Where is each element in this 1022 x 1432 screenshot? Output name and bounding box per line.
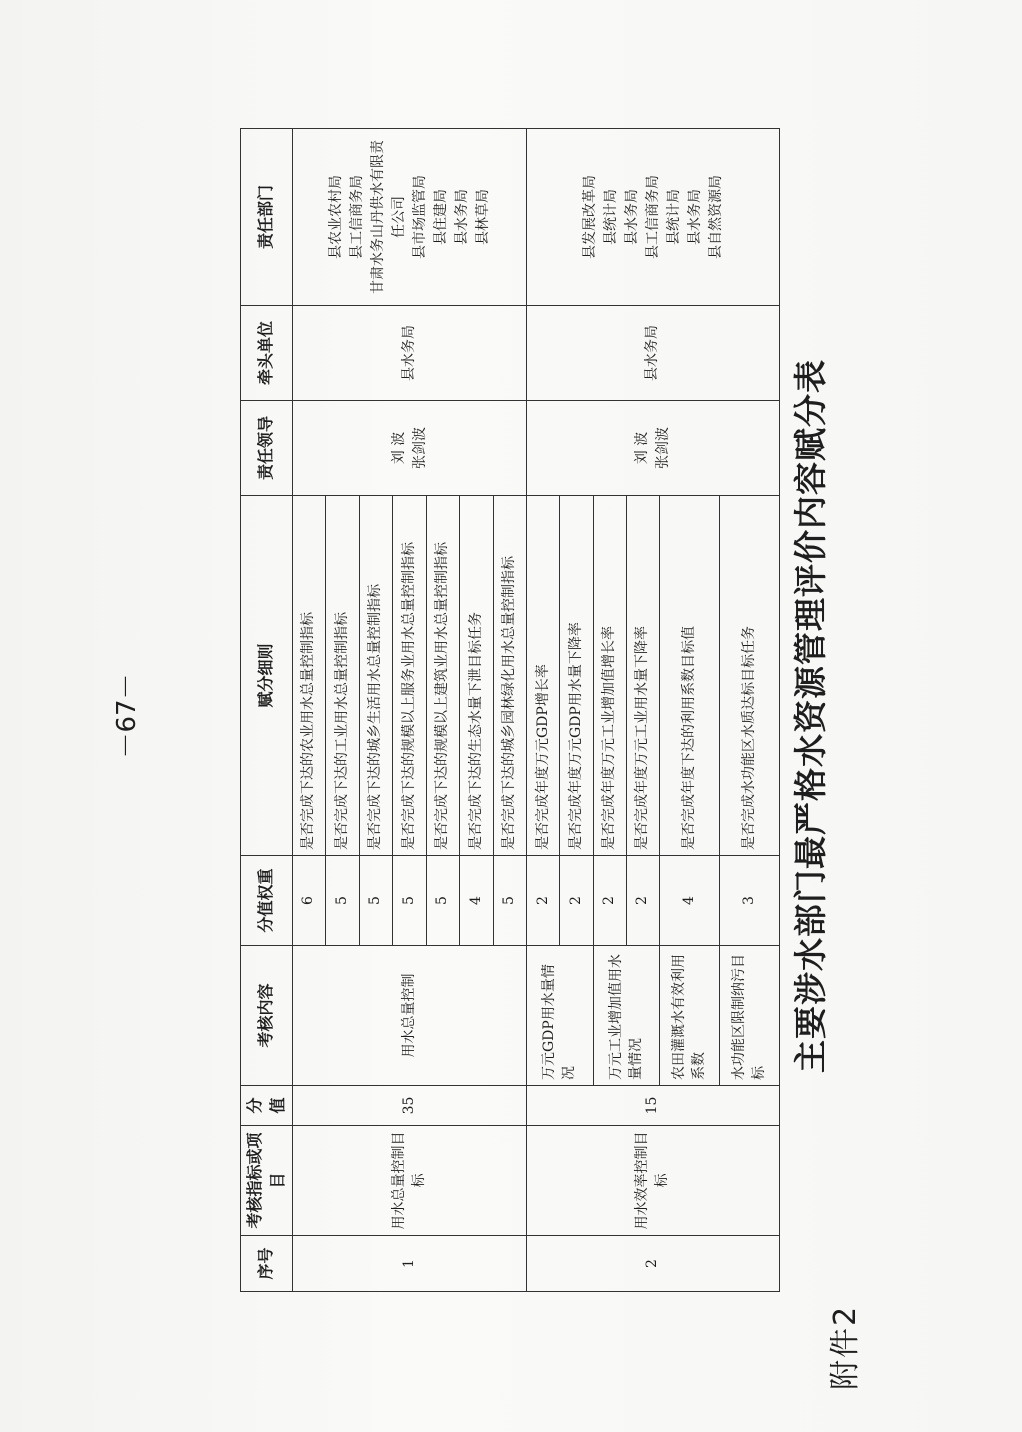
dept-name: 县市场监管局: [411, 175, 428, 259]
group-leaders: [293, 401, 527, 496]
leader-name: 刘 波: [390, 431, 407, 465]
document-title: 主要涉水部门最严格水资源管理评价内容赋分表: [791, 359, 830, 1073]
dept-name: 县住建局: [432, 189, 449, 245]
content-cell: 万元GDP用水量情况: [527, 946, 594, 1086]
rule-cell: 是否完成下达的生态水量下泄目标任务: [460, 496, 493, 856]
header-lead-unit: 牵头单位: [241, 306, 293, 401]
header-score: 分值: [241, 1086, 293, 1126]
dept-name: 县水务局: [623, 189, 640, 245]
dept-name: 县水务局: [453, 189, 470, 245]
weight-cell: 5: [326, 856, 359, 946]
evaluation-table: [240, 128, 780, 1292]
group-score: 35: [293, 1086, 527, 1126]
weight-cell: 5: [359, 856, 392, 946]
header-row: [241, 129, 293, 1292]
group-indicator: 用水总量控制目标: [293, 1126, 527, 1236]
content-cell: 农田灌溉水有效利用系数: [660, 946, 720, 1086]
weight-cell: 5: [393, 856, 426, 946]
weight-cell: 3: [720, 856, 780, 946]
weight-cell: 4: [660, 856, 720, 946]
group-depts: [293, 129, 527, 306]
weight-cell: 5: [426, 856, 459, 946]
dept-name: 县水务局: [686, 189, 703, 245]
table-row: [527, 129, 560, 1292]
leader-name: 张剑波: [411, 427, 428, 469]
attachment-label: 附件2: [828, 1304, 863, 1390]
header-indicator: 考核指标或项目: [241, 1126, 293, 1236]
group-depts: [527, 129, 780, 306]
dept-name: 甘肃水务山丹供水有限责任公司: [369, 140, 407, 294]
header-leader: 责任领导: [241, 401, 293, 496]
group-seq: 2: [527, 1236, 780, 1292]
weight-cell: 5: [493, 856, 527, 946]
rule-cell: 是否完成下达的工业用水总量控制指标: [326, 496, 359, 856]
page-number: －67－: [112, 673, 142, 759]
dept-name: 县工信商务局: [348, 175, 365, 259]
dept-name: 县自然资源局: [707, 175, 724, 259]
header-rules: 赋分细则: [241, 496, 293, 856]
rule-cell: 是否完成年度万元工业增加值增长率: [593, 496, 626, 856]
content-cell: 用水总量控制: [293, 946, 527, 1086]
rule-cell: 是否完成水功能区水质达标目标任务: [720, 496, 780, 856]
dept-name: 县统计局: [602, 189, 619, 245]
rule-cell: 是否完成下达的规模以上服务业用水总量控制指标: [393, 496, 426, 856]
rule-cell: 是否完成下达的城乡生活用水总量控制指标: [359, 496, 392, 856]
rule-cell: 是否完成下达的规模以上建筑业用水总量控制指标: [426, 496, 459, 856]
content-cell: 万元工业增加值用水量情况: [593, 946, 660, 1086]
rule-cell: 是否完成下达的城乡园林绿化用水总量控制指标: [493, 496, 527, 856]
table-row: [293, 129, 326, 1292]
dept-name: 县工信商务局: [644, 175, 661, 259]
group-indicator: 用水效率控制目标: [527, 1126, 780, 1236]
weight-cell: 2: [627, 856, 660, 946]
group-lead-unit: 县水务局: [293, 306, 527, 401]
weight-cell: 6: [293, 856, 326, 946]
rule-cell: 是否完成年度万元GDP增长率: [527, 496, 560, 856]
group-lead-unit: 县水务局: [527, 306, 780, 401]
weight-cell: 2: [560, 856, 593, 946]
group-leaders: [527, 401, 780, 496]
leader-name: 张剑波: [655, 427, 672, 469]
leader-name: 刘 波: [634, 431, 651, 465]
header-dept: 责任部门: [241, 129, 293, 306]
group-score: 15: [527, 1086, 780, 1126]
header-content: 考核内容: [241, 946, 293, 1086]
header-weight: 分值权重: [241, 856, 293, 946]
dept-name: 县林草局: [474, 189, 491, 245]
weight-cell: 4: [460, 856, 493, 946]
content-cell: 水功能区限制纳污目标: [720, 946, 780, 1086]
header-seq: 序号: [241, 1236, 293, 1292]
weight-cell: 2: [593, 856, 626, 946]
rule-cell: 是否完成年度万元GDP用水量下降率: [560, 496, 593, 856]
dept-name: 县农业农村局: [327, 175, 344, 259]
dept-name: 县统计局: [665, 189, 682, 245]
group-seq: 1: [293, 1236, 527, 1292]
rule-cell: 是否完成年度万元工业用水量下降率: [627, 496, 660, 856]
rule-cell: 是否完成下达的农业用水总量控制指标: [293, 496, 326, 856]
weight-cell: 2: [527, 856, 560, 946]
rule-cell: 是否完成年度下达的利用系数目标值: [660, 496, 720, 856]
dept-name: 县发展改革局: [581, 175, 598, 259]
